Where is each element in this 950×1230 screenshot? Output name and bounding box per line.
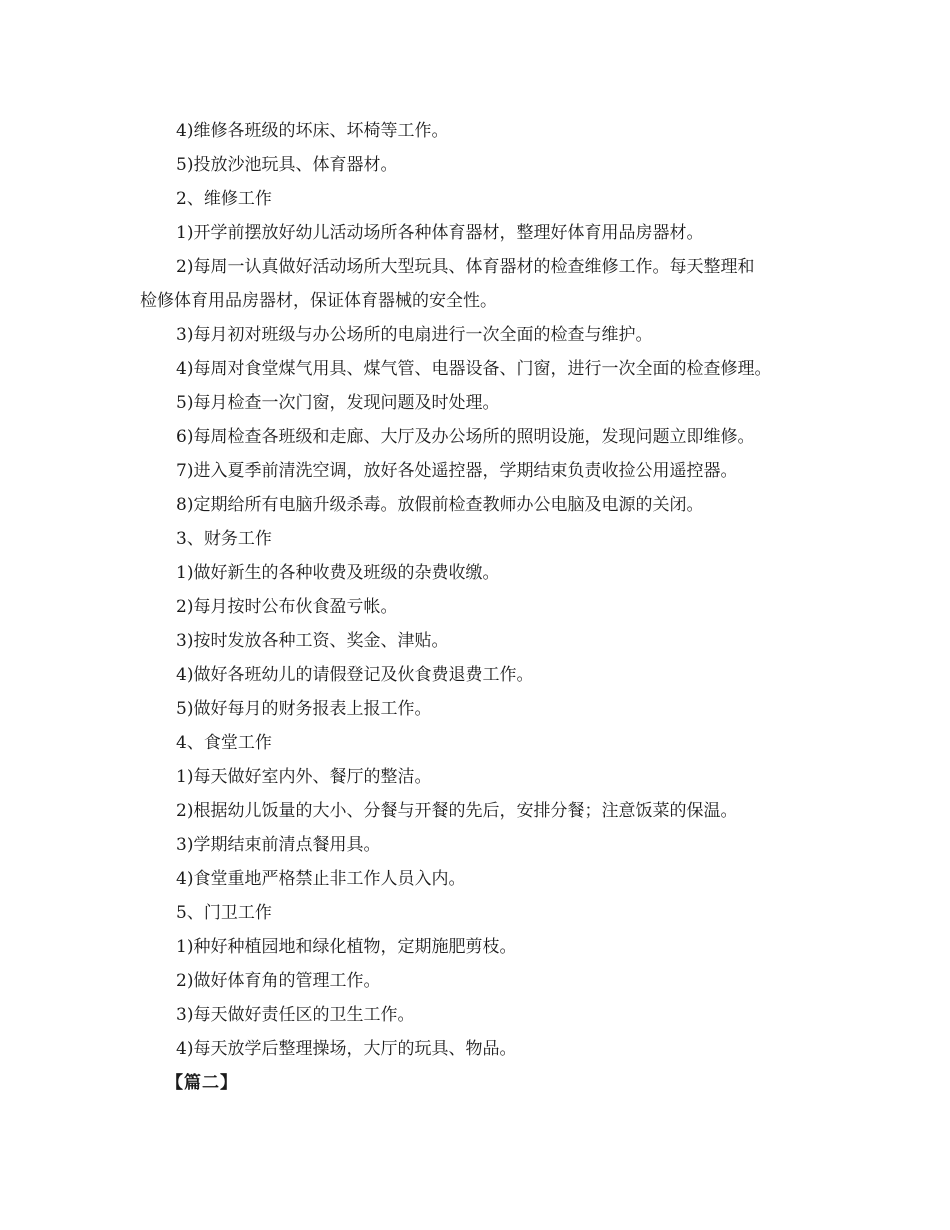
paragraph-line: 4)每周对食堂煤气用具、煤气管、电器设备、门窗，进行一次全面的检查修理。 [176, 359, 772, 379]
paragraph-line: 7)进入夏季前清洗空调，放好各处遥控器，学期结束负责收捡公用遥控器。 [176, 461, 738, 481]
paragraph-line: 8)定期给所有电脑升级杀毒。放假前检查教师办公电脑及电源的关闭。 [176, 495, 704, 515]
paragraph-line: 5、门卫工作 [176, 903, 272, 923]
paragraph-line: 4)维修各班级的坏床、坏椅等工作。 [176, 121, 449, 141]
paragraph-line: 3)学期结束前清点餐用具。 [176, 835, 381, 855]
paragraph-line: 2)每周一认真做好活动场所大型玩具、体育器材的检查维修工作。每天整理和 [176, 257, 755, 277]
paragraph-line: 1)开学前摆放好幼儿活动场所各种体育器材，整理好体育用品房器材。 [176, 223, 704, 243]
paragraph-line: 5)每月检查一次门窗，发现问题及时处理。 [176, 393, 500, 413]
paragraph-line: 4)每天放学后整理操场，大厅的玩具、物品。 [176, 1039, 517, 1059]
paragraph-line: 3、财务工作 [176, 529, 272, 549]
paragraph-line: 1)做好新生的各种收费及班级的杂费收缴。 [176, 563, 500, 583]
paragraph-line: 3)按时发放各种工资、奖金、津贴。 [176, 631, 449, 651]
paragraph-line: 2)根据幼儿饭量的大小、分餐与开餐的先后，安排分餐；注意饭菜的保温。 [176, 801, 738, 821]
paragraph-line: 4)做好各班幼儿的请假登记及伙食费退费工作。 [176, 665, 534, 685]
paragraph-line: 4、食堂工作 [176, 733, 272, 753]
paragraph-line: 1)每天做好室内外、餐厅的整洁。 [176, 767, 432, 787]
paragraph-line: 检修体育用品房器材，保证体育器械的安全性。 [140, 291, 497, 311]
paragraph-line: 5)做好每月的财务报表上报工作。 [176, 699, 432, 719]
paragraph-line: 6)每周检查各班级和走廊、大厅及办公场所的照明设施，发现问题立即维修。 [176, 427, 755, 447]
paragraph-line: 4)食堂重地严格禁止非工作人员入内。 [176, 869, 466, 889]
paragraph-line: 2)做好体育角的管理工作。 [176, 971, 381, 991]
section-heading: 【篇二】 [166, 1073, 238, 1093]
paragraph-line: 1)种好种植园地和绿化植物，定期施肥剪枝。 [176, 937, 517, 957]
document-body [140, 114, 820, 1100]
paragraph-line: 3)每天做好责任区的卫生工作。 [176, 1005, 415, 1025]
paragraph-line: 2、维修工作 [176, 189, 272, 209]
paragraph-line: 5)投放沙池玩具、体育器材。 [176, 155, 398, 175]
paragraph-line: 2)每月按时公布伙食盈亏帐。 [176, 597, 398, 617]
paragraph-line: 3)每月初对班级与办公场所的电扇进行一次全面的检查与维护。 [176, 325, 653, 345]
